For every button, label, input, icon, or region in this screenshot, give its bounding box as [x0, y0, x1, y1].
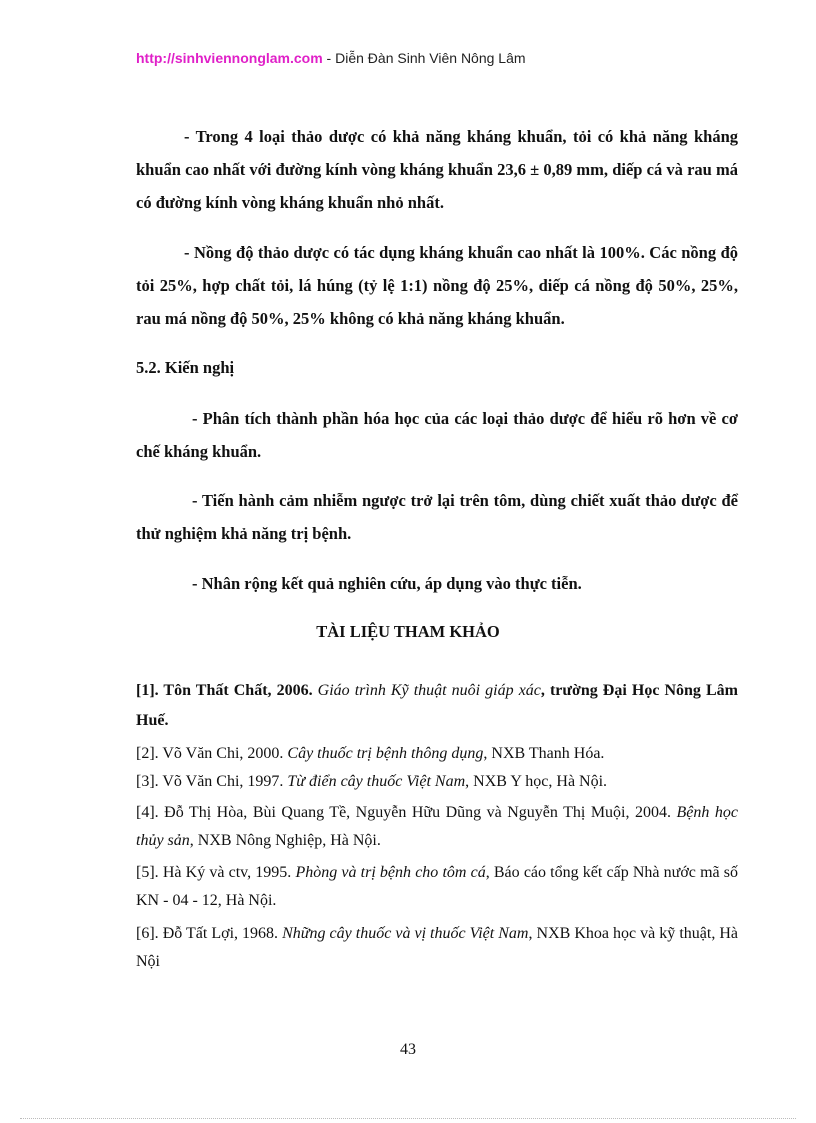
- page-bottom-divider: [20, 1118, 796, 1119]
- page-number: 43: [400, 1041, 416, 1058]
- recommendation-2: - Tiến hành cảm nhiễm ngược trở lại trên tôm, dùng chiết xuất thảo dược để thử nghiệm khả năng trị bệnh.: [136, 491, 738, 543]
- forum-name: Diễn Đàn Sinh Viên Nông Lâm: [335, 50, 526, 66]
- recommendation-3: - Nhân rộng kết quả nghiên cứu, áp dụng vào thực tiễn.: [192, 574, 582, 593]
- conclusion-paragraph-1: - Trong 4 loại thảo dược có khả năng kháng khuẩn, tỏi có khả năng kháng khuẩn cao nhất với đường kính vòng kháng khuẩn 23,6 ± 0,89 mm, diếp cá và rau má có đường kính vòng kháng khuẩn nhỏ nhất.: [136, 127, 738, 212]
- reference-item: [3]. Võ Văn Chi, 1997. Từ điển cây thuốc Việt Nam, NXB Y học, Hà Nội.: [136, 773, 608, 790]
- references-title: TÀI LIỆU THAM KHẢO: [316, 622, 500, 641]
- site-link[interactable]: http://sinhviennonglam.com: [136, 50, 323, 66]
- conclusion-paragraph-2: - Nồng độ thảo dược có tác dụng kháng khuẩn cao nhất là 100%. Các nồng độ tỏi 25%, hợp chất tỏi, lá húng (tỷ lệ 1:1) nồng độ 25%, diếp cá nồng độ 50%, 25%, rau má nồng độ 50%, 25% không có khả năng kháng khuẩn.: [136, 243, 738, 328]
- recommendation-1: - Phân tích thành phần hóa học của các loại thảo dược để hiểu rõ hơn về cơ chế kháng khuẩn.: [136, 409, 738, 461]
- section-heading: 5.2. Kiến nghị: [136, 358, 235, 377]
- reference-item: [2]. Võ Văn Chi, 2000. Cây thuốc trị bệnh thông dụng, NXB Thanh Hóa.: [136, 745, 605, 762]
- reference-item: [1]. Tôn Thất Chất, 2006. Giáo trình Kỹ thuật nuôi giáp xác, trường Đại Học Nông Lâm Huế.: [136, 682, 738, 729]
- header-separator: -: [322, 50, 336, 66]
- reference-item: [6]. Đỗ Tất Lợi, 1968. Những cây thuốc và vị thuốc Việt Nam, NXB Khoa học và kỹ thuật, Hà Nội: [136, 925, 739, 970]
- reference-item: [4]. Đỗ Thị Hòa, Bùi Quang Tề, Nguyễn Hữu Dũng và Nguyễn Thị Muội, 2004. Bệnh học thủy sản, NXB Nông Nghiệp, Hà Nội.: [136, 804, 738, 849]
- reference-item: [5]. Hà Ký và ctv, 1995. Phòng và trị bệnh cho tôm cá, Báo cáo tổng kết cấp Nhà nước mã số KN - 04 - 12, Hà Nội.: [136, 864, 739, 909]
- page-header: [136, 50, 526, 66]
